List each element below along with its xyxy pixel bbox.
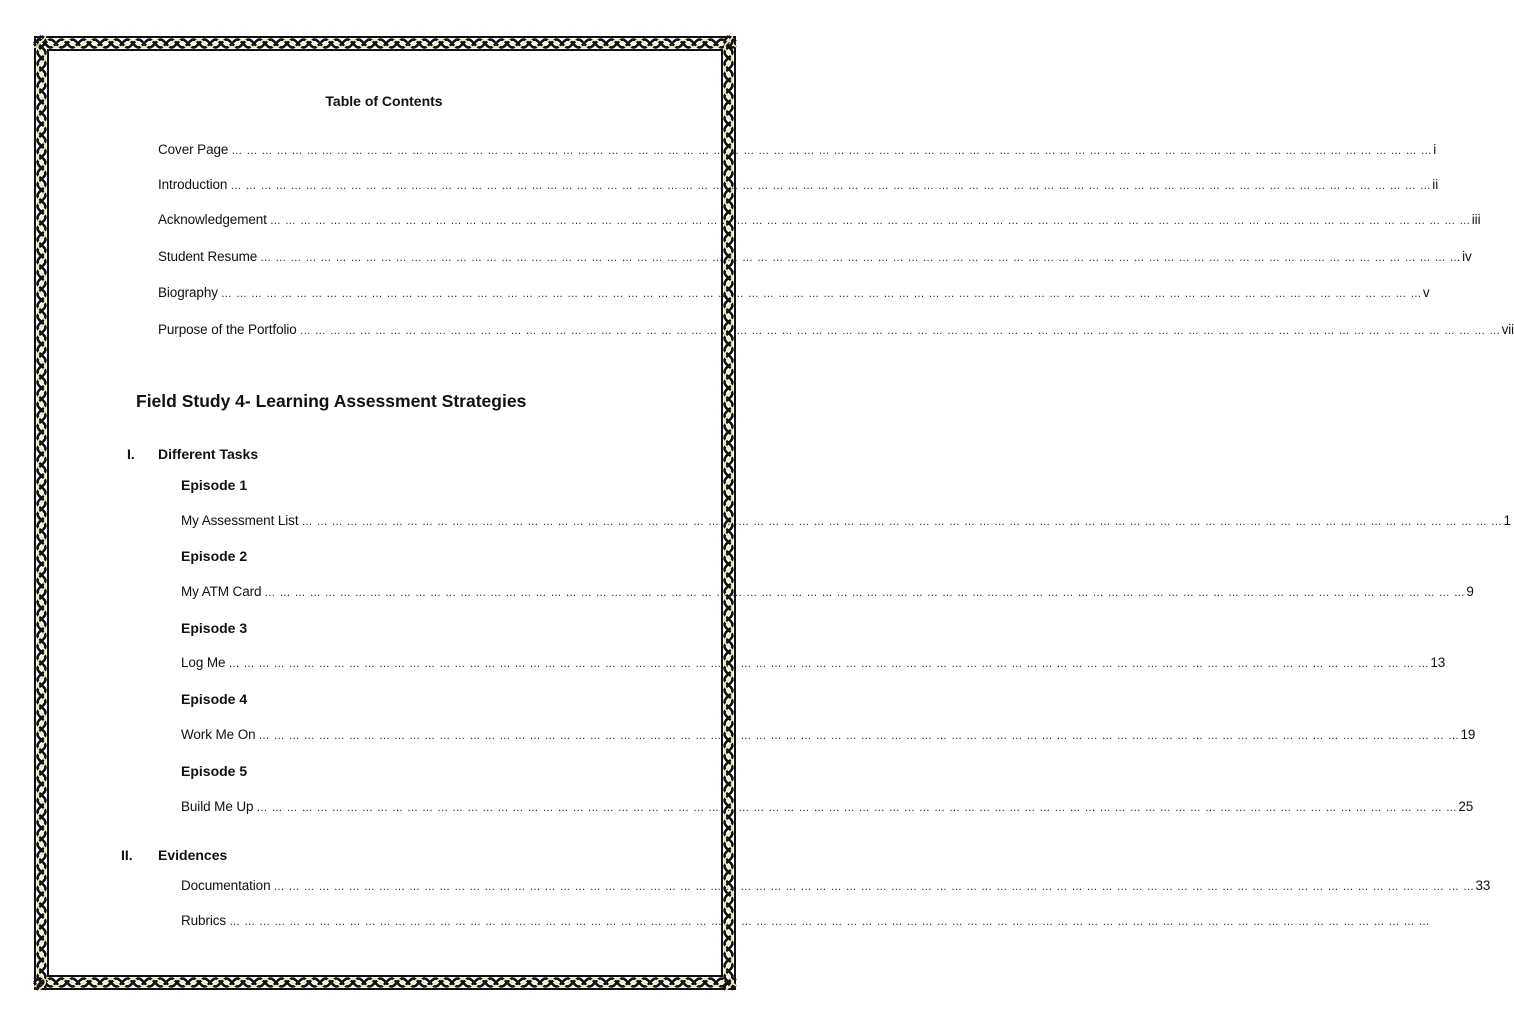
- part-one-title: Different Tasks: [158, 446, 259, 462]
- toc-entry-documentation: [181, 878, 1491, 896]
- entry-label: Documentation: [181, 878, 271, 893]
- leader-dots: … … … … … … … … … … … … … … … … … … … … … … … … … … … … … … … … … … … … … … … … … … … … … … … … … … … … … … … … … … … … … … … … … … … … … … … … … … … … … … … …: [231, 145, 1433, 157]
- leader-dots: … … … … … … … … … … … … … … … … … … … … … … … … … … … … … … … … … … … … … … … … … … … … … … … … … … … … … … … … … … … … … … … … … … … … … … … … … … … … … … … …: [264, 587, 1466, 599]
- episode-heading: Episode 1: [181, 477, 248, 493]
- entry-label: My Assessment List: [181, 513, 299, 528]
- entry-label: Student Resume: [158, 249, 258, 264]
- entry-page: iii: [1471, 212, 1481, 227]
- leader-dots: … … … … … … … … … … … … … … … … … … … … … … … … … … … … … … … … … … … … … … … … … … … … … … … … … … … … … … … … … … … … … … … … … … … … … … … … … … … … … … … …: [228, 658, 1430, 670]
- entry-label: Cover Page: [158, 142, 229, 157]
- entry-page: 25: [1458, 799, 1474, 814]
- leader-dots: … … … … … … … … … … … … … … … … … … … … … … … … … … … … … … … … … … … … … … … … … … … … … … … … … … … … … … … … … … … … … … … … … … … … … … … … … … … … … … … …: [230, 180, 1432, 192]
- leader-dots: … … … … … … … … … … … … … … … … … … … … … … … … … … … … … … … … … … … … … … … … … … … … … … … … … … … … … … … … … … … … … … … … … … … … … … … … … … … … … … … …: [256, 802, 1458, 814]
- toc-entry-rubrics: [181, 913, 1430, 931]
- entry-label: Rubrics: [181, 913, 227, 928]
- leader-dots: … … … … … … … … … … … … … … … … … … … … … … … … … … … … … … … … … … … … … … … … … … … … … … … … … … … … … … … … … … … … … … … … … … … … … … … … … … … … … … … …: [269, 215, 1471, 227]
- episode-heading: Episode 3: [181, 620, 248, 636]
- part-one-numeral: I.: [127, 446, 135, 462]
- entry-page: i: [1433, 142, 1437, 157]
- toc-entry-biography: [158, 285, 1430, 303]
- leader-dots: … … … … … … … … … … … … … … … … … … … … … … … … … … … … … … … … … … … … … … … … … … … … … … … … … … … … … … … … … … … … … … … … … … … … … … … … … … … … … … … …: [299, 325, 1501, 337]
- toc-entry-episode-activity: [181, 655, 1446, 673]
- entry-label: Log Me: [181, 655, 226, 670]
- episode-heading: Episode 2: [181, 548, 248, 564]
- episode-heading: Episode 5: [181, 763, 248, 779]
- part-two-numeral: II.: [121, 847, 133, 863]
- toc-entry-acknowledgement: [158, 212, 1481, 230]
- leader-dots: … … … … … … … … … … … … … … … … … … … … … … … … … … … … … … … … … … … … … … … … … … … … … … … … … … … … … … … … … … … … … … … … … … … … … … … … … … … … … … … …: [220, 288, 1422, 300]
- toc-title: Table of Contents: [325, 93, 443, 109]
- entry-page: 19: [1460, 727, 1476, 742]
- entry-label: Introduction: [158, 177, 228, 192]
- toc-entry-cover-page: [158, 142, 1437, 160]
- entry-page: v: [1422, 285, 1430, 300]
- toc-entry-episode-activity: [181, 513, 1511, 531]
- entry-label: Purpose of the Portfolio: [158, 322, 297, 337]
- leader-dots: … … … … … … … … … … … … … … … … … … … … … … … … … … … … … … … … … … … … … … … … … … … … … … … … … … … … … … … … … … … … … … … … … … … … … … … … … … … … … … … …: [260, 252, 1462, 264]
- entry-label: Build Me Up: [181, 799, 254, 814]
- toc-entry-introduction: [158, 177, 1439, 195]
- toc-entry-episode-activity: [181, 799, 1474, 817]
- entry-page: ii: [1432, 177, 1439, 192]
- episode-heading: Episode 4: [181, 691, 248, 707]
- leader-dots: … … … … … … … … … … … … … … … … … … … … … … … … … … … … … … … … … … … … … … … … … … … … … … … … … … … … … … … … … … … … … … … … … … … … … … … … … … … … … … … …: [229, 916, 1430, 928]
- leader-dots: … … … … … … … … … … … … … … … … … … … … … … … … … … … … … … … … … … … … … … … … … … … … … … … … … … … … … … … … … … … … … … … … … … … … … … … … … … … … … … … …: [301, 516, 1503, 528]
- entry-page: 1: [1503, 513, 1511, 528]
- toc-entry-episode-activity: [181, 584, 1474, 602]
- entry-page: 13: [1430, 655, 1446, 670]
- part-two-title: Evidences: [158, 847, 228, 863]
- entry-label: Acknowledgement: [158, 212, 267, 227]
- entry-page: 33: [1475, 878, 1491, 893]
- field-study-heading: Field Study 4- Learning Assessment Strategies: [136, 391, 527, 411]
- toc-entry-episode-activity: [181, 727, 1476, 745]
- entry-page: iv: [1462, 249, 1472, 264]
- toc-entry-purpose: [158, 322, 1514, 340]
- toc-entry-student-resume: [158, 249, 1472, 267]
- leader-dots: … … … … … … … … … … … … … … … … … … … … … … … … … … … … … … … … … … … … … … … … … … … … … … … … … … … … … … … … … … … … … … … … … … … … … … … … … … … … … … … …: [273, 881, 1475, 893]
- entry-label: Work Me On: [181, 727, 256, 742]
- leader-dots: … … … … … … … … … … … … … … … … … … … … … … … … … … … … … … … … … … … … … … … … … … … … … … … … … … … … … … … … … … … … … … … … … … … … … … … … … … … … … … … …: [258, 730, 1460, 742]
- entry-label: Biography: [158, 285, 218, 300]
- entry-page: 9: [1466, 584, 1474, 599]
- entry-page: vii: [1501, 322, 1514, 337]
- entry-label: My ATM Card: [181, 584, 262, 599]
